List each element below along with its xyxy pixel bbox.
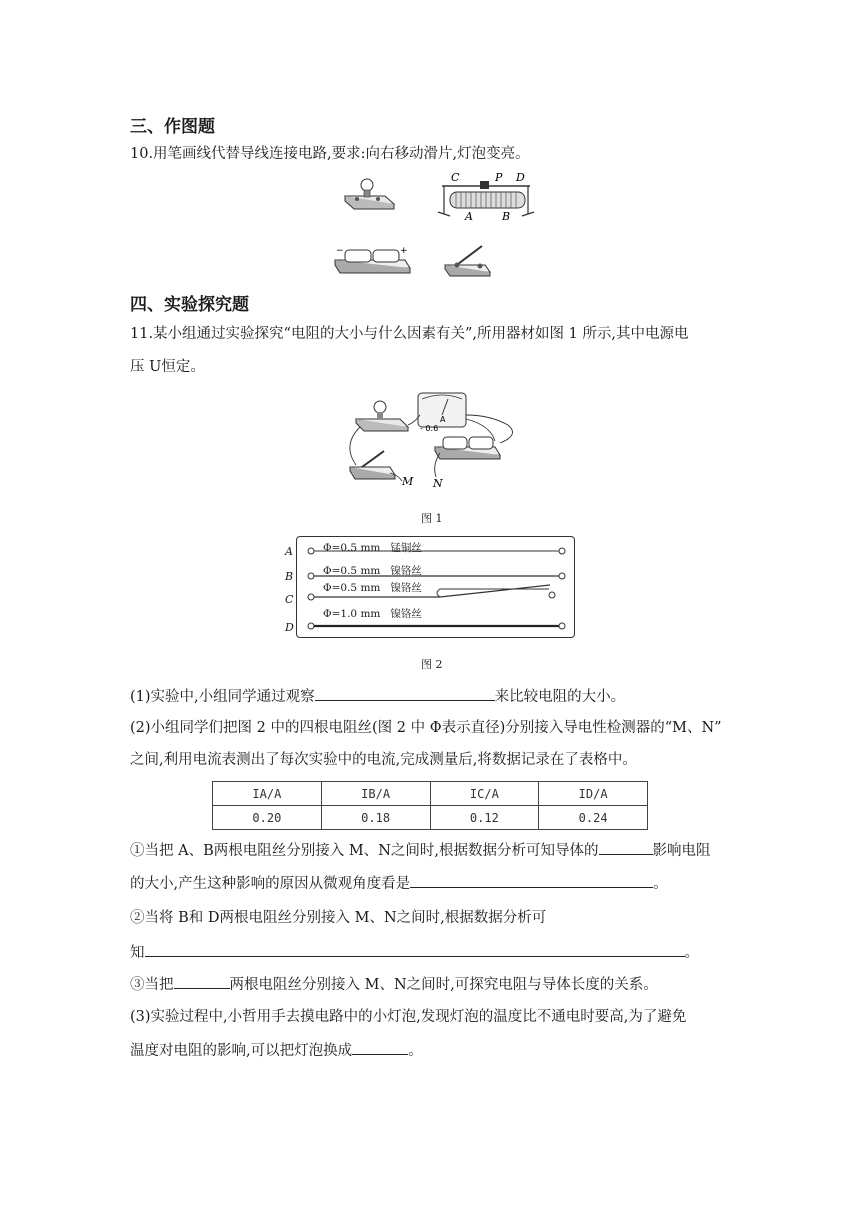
rheostat-label-p: P [495,171,503,184]
question-10-text: 10.用笔画线代替导线连接电路,要求:向右移动滑片,灯泡变亮。 [130,146,530,162]
figure-1-caption: 图 1 [421,512,443,525]
table-header-cell: IA/A [213,782,322,806]
wire-b-spec [323,563,422,578]
wire-a-material: 锰铜丝 [390,542,422,554]
rheostat [438,181,534,216]
part-2-line-1: (2)小组同学们把图 2 中的四根电阻丝(图 2 中 Φ表示直径)分别接入导电性检测器的“M、N” [130,720,722,736]
sub-question-2-prefix: 知 [130,945,145,961]
answer-blank-2[interactable] [599,839,653,855]
table-header-cell: IC/A [430,782,539,806]
rheostat-label-c: C [451,171,460,184]
figure-2-caption: 图 2 [421,658,443,671]
answer-blank-5[interactable] [174,973,230,989]
sub-question-1-line-1 [130,839,711,862]
current-data-table [212,781,648,830]
part-3-line-1: (3)实验过程中,小哲用手去摸电路中的小灯泡,发现灯泡的温度比不通电时要高,为了避免 [130,1009,687,1025]
part-1-prefix: (1)实验中,小组同学通过观察 [130,689,315,705]
part-3-suffix: 。 [408,1043,423,1059]
q10-circuit-components [330,168,550,283]
table-row [213,806,648,830]
wire-c-diameter: Φ=0.5 mm [323,582,381,594]
wire-id-b: B [285,570,294,583]
sub-question-1-suffix: 影响电阻 [652,843,711,859]
wire-d-spec [323,606,422,621]
svg-text:+: + [400,246,408,256]
lamp-board [345,179,394,209]
terminal-m-label: M [402,475,414,488]
wire-a-diameter: Φ=0.5 mm [323,542,381,554]
part-1-suffix: 来比较电阻的大小。 [494,689,626,705]
sub-question-3-prefix: ③当把 [130,977,174,993]
rheostat-label-b: B [502,210,511,223]
section-title-4: 四、实验探究题 [130,295,249,315]
table-header-cell: IB/A [321,782,430,806]
table-cell: 0.20 [213,806,322,830]
answer-blank-3[interactable] [410,872,653,888]
table-cell: 0.18 [321,806,430,830]
table-header-row [213,782,648,806]
ammeter-label: A [440,415,446,424]
wire-a-spec [323,540,422,555]
table-header-cell: ID/A [539,782,648,806]
section-title-3: 三、作图题 [130,117,215,137]
sub-question-2-suffix: 。 [684,945,699,961]
wire-id-c: C [285,593,294,606]
wire-b-diameter: Φ=0.5 mm [323,565,381,577]
wire-c-material: 镍铬丝 [390,582,422,594]
sub-question-3 [130,973,658,996]
sub-question-1-line-2 [130,872,668,895]
switch [445,246,490,276]
answer-blank-4[interactable] [145,941,685,957]
part-3-line-2 [130,1039,423,1062]
wire-d-material: 镍铬丝 [390,608,422,620]
wire-c-spec [323,580,422,595]
part-2-line-2: 之间,利用电流表测出了每次实验中的电流,完成测量后,将数据记录在了表格中。 [130,752,637,768]
ammeter-scale: - 0.6 [420,424,439,433]
sub-question-1-prefix: ①当把 A、B两根电阻丝分别接入 M、N之间时,根据数据分析可知导体的 [130,843,599,859]
rheostat-label-a: A [465,210,473,223]
figure-1-circuit [340,385,520,490]
terminal-n-label: N [433,477,443,490]
table-cell: 0.24 [539,806,648,830]
sub-question-1-line-2-suffix: 。 [653,876,668,892]
question-11-line-1: 11.某小组通过实验探究“电阻的大小与什么因素有关”,所用器材如图 1 所示,其中电源电 [130,326,689,342]
sub-question-1-line-2-prefix: 的大小,产生这种影响的原因从微观角度看是 [130,876,411,892]
wire-id-a: A [285,545,293,558]
wire-id-d: D [285,621,294,634]
wire-b-material: 镍铬丝 [390,565,422,577]
rheostat-label-d: D [516,171,525,184]
wire-d-diameter: Φ=1.0 mm [323,608,381,620]
table-cell: 0.12 [430,806,539,830]
sub-question-2-line-2 [130,941,699,964]
part-1 [130,685,625,708]
svg-text:−: − [336,246,344,256]
sub-question-2-line-1: ②当将 B和 D两根电阻丝分别接入 M、N之间时,根据数据分析可 [130,910,547,926]
sub-question-3-suffix: 两根电阻丝分别接入 M、N之间时,可探究电阻与导体长度的关系。 [229,977,658,993]
question-11-line-2: 压 U恒定。 [130,359,205,375]
answer-blank-1[interactable] [315,685,495,701]
answer-blank-6[interactable] [352,1039,408,1055]
part-3-prefix: 温度对电阻的影响,可以把灯泡换成 [130,1043,353,1059]
battery-pack [335,246,410,273]
